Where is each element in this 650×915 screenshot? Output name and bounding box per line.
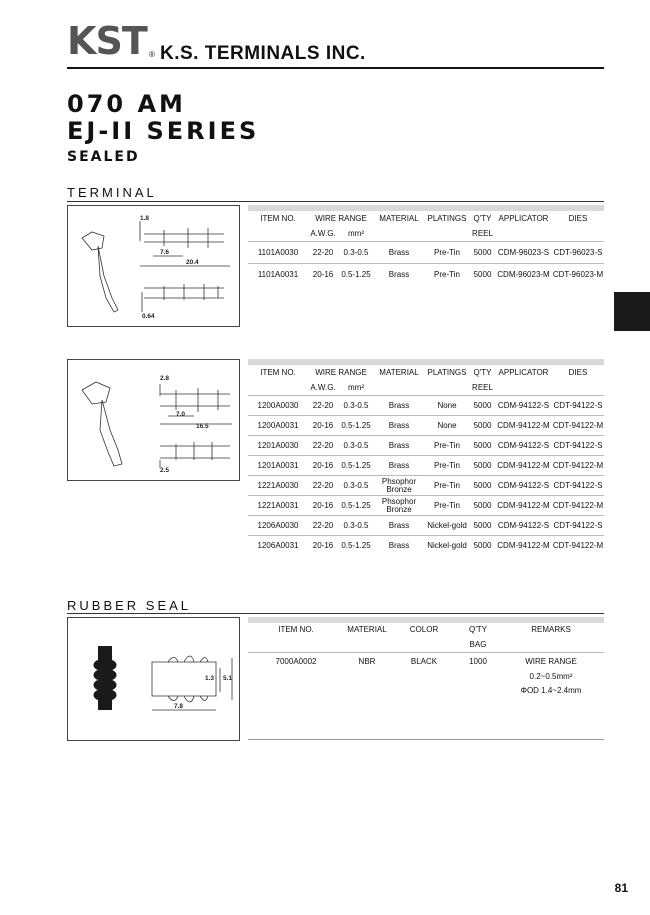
cell-mm2: 0.5-1.25 (338, 536, 374, 556)
col-mm2: mm² (348, 229, 364, 238)
cell-qty: 5000 (470, 242, 495, 264)
section-terminal-heading: TERMINAL (67, 185, 157, 200)
seal-col-color: COLOR (409, 625, 439, 634)
col-material: MATERIAL (379, 368, 419, 377)
cell-mm2: 0.5-1.25 (338, 264, 374, 286)
section-terminal-rule (67, 201, 604, 202)
cell-item: 1200A0030 (248, 396, 308, 416)
cell-material: Brass (374, 396, 424, 416)
cell-qty: 5000 (470, 496, 495, 516)
cell-qty: 5000 (470, 516, 495, 536)
cell-mm2: 0.3-0.5 (338, 476, 374, 496)
col-reel: REEL (472, 229, 493, 238)
cell-dies: CDT-94122-S (552, 516, 604, 536)
terminal-drawing-2 (67, 359, 240, 481)
cell-material: Brass (374, 416, 424, 436)
cell-material: Phsophor Bronze (374, 496, 424, 516)
col-wire-range: WIRE RANGE (315, 368, 367, 377)
cell-applicator: CDM-94122-S (495, 396, 552, 416)
cell-plating: Nickel-gold (424, 516, 470, 536)
cell-awg: 22-20 (308, 396, 338, 416)
col-item-no: ITEM NO. (260, 368, 296, 377)
table-row (248, 476, 604, 496)
cell-awg: 22-20 (308, 242, 338, 264)
terminal-drawing-1-svg (68, 206, 239, 326)
cell-dies: CDT-94122-M (552, 456, 604, 476)
cell-dies: CDT-96023-M (552, 264, 604, 286)
cell-dies: CDT-94122-M (552, 496, 604, 516)
cell-material: Brass (374, 264, 424, 286)
cell-item: 1221A0030 (248, 476, 308, 496)
cell-plating: Pre-Tin (424, 456, 470, 476)
cell-plating: Pre-Tin (424, 476, 470, 496)
table-row (248, 496, 604, 516)
cell-mm2: 0.5-1.25 (338, 496, 374, 516)
col-platings: PLATINGS (427, 214, 467, 223)
cell-applicator: CDM-94122-M (495, 496, 552, 516)
section-rubber-seal-heading: RUBBER SEAL (67, 598, 192, 613)
col-qty: Q'TY (473, 368, 492, 377)
dim-1-8: 1.8 (140, 215, 150, 222)
company-name: K.S. TERMINALS INC. (160, 43, 366, 64)
col-mm2: mm² (348, 383, 364, 392)
cell-awg: 22-20 (308, 476, 338, 496)
terminal-table-2 (248, 365, 604, 555)
cell-mm2: 0.3-0.5 (338, 516, 374, 536)
cell-applicator: CDM-94122-S (495, 436, 552, 456)
col-dies: DIES (568, 214, 588, 223)
cell-applicator: CDM-96023-S (495, 242, 552, 264)
seal-item: 7000A0002 (248, 653, 344, 670)
cell-qty: 5000 (470, 264, 495, 286)
cell-material: Brass (374, 516, 424, 536)
page-title-model: 070 AM (67, 90, 186, 118)
table-row (248, 396, 604, 416)
dim-0-64: 0.64 (142, 313, 155, 320)
cell-material: Brass (374, 536, 424, 556)
table1-body (248, 242, 604, 286)
cell-qty: 5000 (470, 456, 495, 476)
table2-body (248, 396, 604, 556)
cell-material: Phsophor Bronze (374, 476, 424, 496)
cell-plating: Pre-Tin (424, 436, 470, 456)
seal-col-bag: BAG (469, 640, 487, 649)
cell-applicator: CDM-94122-M (495, 536, 552, 556)
dim-7-8: 7.8 (174, 703, 184, 710)
header-rule (67, 67, 604, 69)
section-rubber-seal-rule (67, 613, 604, 614)
page-title-series: EJ-II SERIES (67, 117, 260, 145)
rubber-seal-drawing-svg (68, 618, 239, 740)
col-reel: REEL (472, 383, 493, 392)
seal-qty: 1000 (458, 653, 498, 670)
cell-qty: 5000 (470, 396, 495, 416)
cell-awg: 22-20 (308, 436, 338, 456)
cell-item: 1101A0031 (248, 264, 308, 286)
dim-20-4: 20.4 (186, 259, 199, 266)
cell-awg: 20-16 (308, 264, 338, 286)
cell-material: Brass (374, 242, 424, 264)
cell-dies: CDT-94122-M (552, 416, 604, 436)
dim-2-5: 2.5 (160, 467, 170, 474)
cell-dies: CDT-94122-S (552, 436, 604, 456)
cell-mm2: 0.3-0.5 (338, 242, 374, 264)
seal-col-remarks: REMARKS (531, 625, 571, 634)
cell-applicator: CDM-94122-M (495, 416, 552, 436)
cell-mm2: 0.5-1.25 (338, 416, 374, 436)
seal-col-material: MATERIAL (347, 625, 387, 634)
seal-color: BLACK (390, 653, 458, 670)
cell-dies: CDT-96023-S (552, 242, 604, 264)
cell-applicator: CDM-94122-M (495, 456, 552, 476)
cell-plating: Pre-Tin (424, 496, 470, 516)
cell-dies: CDT-94122-S (552, 396, 604, 416)
seal-solid-icon (94, 646, 117, 710)
col-qty: Q'TY (473, 214, 492, 223)
cell-material: Brass (374, 456, 424, 476)
cell-qty: 5000 (470, 476, 495, 496)
dim-7-6: 7.6 (160, 249, 170, 256)
terminal-drawing-1 (67, 205, 240, 327)
cell-qty: 5000 (470, 436, 495, 456)
seal-col-item-no: ITEM NO. (278, 625, 314, 634)
col-awg: A.W.G. (310, 383, 336, 392)
rubber-seal-table (248, 622, 604, 697)
table-row (248, 436, 604, 456)
cell-plating: Nickel-gold (424, 536, 470, 556)
terminal-drawing-2-svg (68, 360, 239, 480)
page-edge-tab (614, 292, 650, 331)
seal-col-qty: Q'TY (469, 625, 487, 634)
page-subtitle: SEALED (67, 149, 140, 165)
cell-item: 1206A0031 (248, 536, 308, 556)
cell-mm2: 0.5-1.25 (338, 456, 374, 476)
seal-remark-wire-range: WIRE RANGE (498, 653, 604, 670)
dim-1-3: 1.3 (205, 675, 215, 682)
cell-item: 1221A0031 (248, 496, 308, 516)
cell-awg: 20-16 (308, 416, 338, 436)
cell-awg: 22-20 (308, 516, 338, 536)
cell-qty: 5000 (470, 536, 495, 556)
seal-material: NBR (344, 653, 390, 670)
col-awg: A.W.G. (310, 229, 336, 238)
dim-16-5: 16.5 (196, 423, 209, 430)
cell-plating: None (424, 416, 470, 436)
cell-dies: CDT-94122-S (552, 476, 604, 496)
cell-awg: 20-16 (308, 536, 338, 556)
table-row (248, 536, 604, 556)
cell-mm2: 0.3-0.5 (338, 436, 374, 456)
col-dies: DIES (568, 368, 588, 377)
table-row (248, 242, 604, 264)
seal-remark-mm2: 0.2~0.5mm² (529, 671, 573, 681)
cell-qty: 5000 (470, 416, 495, 436)
dim-7-0: 7.0 (176, 411, 186, 418)
cell-awg: 20-16 (308, 456, 338, 476)
cell-mm2: 0.3-0.5 (338, 396, 374, 416)
seal-table-bottom-rule (248, 739, 604, 740)
table-row (248, 264, 604, 286)
registered-mark: ® (149, 50, 155, 59)
col-platings: PLATINGS (427, 368, 467, 377)
cell-dies: CDT-94122-M (552, 536, 604, 556)
col-item-no: ITEM NO. (260, 214, 296, 223)
cell-item: 1101A0030 (248, 242, 308, 264)
table-row (248, 516, 604, 536)
cell-material: Brass (374, 436, 424, 456)
cell-applicator: CDM-94122-S (495, 516, 552, 536)
cell-applicator: CDM-94122-S (495, 476, 552, 496)
cell-item: 1206A0030 (248, 516, 308, 536)
table-row (248, 416, 604, 436)
rubber-seal-drawing (67, 617, 240, 741)
dim-2-8: 2.8 (160, 375, 170, 382)
seal-remark-od: ΦOD 1.4~2.4mm (520, 685, 582, 695)
cell-item: 1201A0030 (248, 436, 308, 456)
cell-applicator: CDM-96023-M (495, 264, 552, 286)
cell-plating: Pre-Tin (424, 264, 470, 286)
col-applicator: APPLICATOR (498, 368, 549, 377)
cell-item: 1201A0031 (248, 456, 308, 476)
cell-item: 1200A0031 (248, 416, 308, 436)
table-row (248, 456, 604, 476)
cell-plating: Pre-Tin (424, 242, 470, 264)
page-number: 81 (614, 881, 628, 895)
cell-plating: None (424, 396, 470, 416)
col-wire-range: WIRE RANGE (315, 214, 367, 223)
company-logo: KST (67, 19, 147, 63)
col-material: MATERIAL (379, 214, 419, 223)
cell-awg: 20-16 (308, 496, 338, 516)
dim-5-1: 5.1 (223, 675, 233, 682)
terminal-table-1 (248, 211, 604, 285)
col-applicator: APPLICATOR (498, 214, 549, 223)
